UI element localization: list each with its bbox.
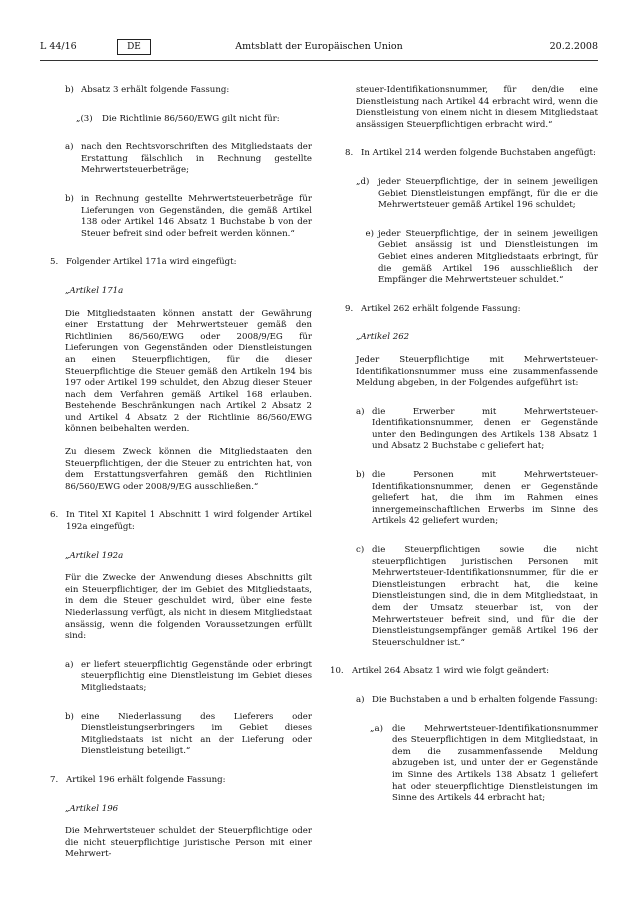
page-reference: L 44/16 [40, 41, 77, 52]
page-header [0, 41, 638, 55]
item-6: 6. In Titel XI Kapitel 1 Abschnitt 1 wird folgender Artikel 192a eingefügt: [50, 510, 312, 533]
header-rule [40, 60, 598, 61]
article-title: „Artikel 196 [65, 803, 119, 814]
para-3-b: b) in Rechnung gestellte Mehrwertsteuerbeträge für Lieferungen von Gegenständen, die gemäß Artikel 138 oder Artikel 146 Absatz 1 Buchstabe b von der Steuer befreit sind oder befreit werden können.“ [65, 193, 312, 239]
item-8-d: „d) jeder Steuerpflichtige, der in seinem jeweiligen Gebiet Dienstleistungen empfängt, für die er die Mehrwertsteuer gemäß Artikel 196 schuldet; [356, 176, 598, 211]
article-262-a: a) die Erwerber mit Mehrwertsteuer-Identifikationsnummer, denen er Gegenstände unter den Bedingungen des Artikels 138 Absatz 1 und Absatz 2 Buchstabe c geliefert hat; [356, 406, 598, 452]
article-262-c: c) die Steuerpflichtigen sowie die nicht steuerpflichtigen juristischen Personen mit Mehrwertsteuer-Identifikationsnummer, für die er Dienstleistungen erbracht hat, die keine Dienstleistungen sind, die in dem Mitgliedstaat, in dem der Umsatz steuerbar ist, von der Mehrwertsteuer befreit sind, und für die der Dienstleistungsempfänger gemäß Artikel 196 der Steuerschuldner ist.“ [356, 545, 598, 648]
item-7: 7. Artikel 196 erhält folgende Fassung: [50, 774, 226, 785]
quote-para-3: „(3) Die Richtlinie 86/560/EWG gilt nicht für: [76, 113, 280, 124]
journal-title: Amtsblatt der Europäischen Union [235, 41, 403, 52]
item-8: 8. In Artikel 214 werden folgende Buchstaben angefügt: [345, 148, 596, 159]
article-title: „Artikel 262 [356, 332, 410, 343]
article-title: „Artikel 171a [65, 285, 124, 296]
article-192a-a: a) er liefert steuerpflichtig Gegenstände oder erbringt steuerpflichtig eine Dienstleistung im Gebiet dieses Mitgliedstaats; [65, 659, 312, 693]
article-192a-b: b) eine Niederlassung des Lieferers oder Dienstleistungserbringers im Gebiet dieses Mitgliedstaats ist nicht an der Lieferung oder Dienstleistung beteiligt.“ [65, 711, 312, 757]
article-196: „Artikel 196 Die Mehrwertsteuer schuldet der Steuerpflichtige oder die nicht steuerpflichtige juristische Person mit einer Mehrwert- [65, 803, 312, 860]
article-262: „Artikel 262 Jeder Steuerpflichtige mit Mehrwertsteuer-Identifikationsnummer muss eine zusammenfassende Meldung abgeben, in der Folgendes aufgeführt ist: a) die Erwerber mit Mehrwertsteuer-Identifikationsnummer, denen er Gegenstände unter den Bedingungen des Artikels 138 Absatz 1 und Absatz 2 Buchstabe c geliefert hat; b) die Personen mit Mehrwertsteuer-Identifikationsnummer, denen er Gegenstände geliefert hat, die ihm im Rahmen eines innergemeinschaftlichen Erwerbs im Sinne des Artikels 42 geliefert wurden; c) die Steuerpflichtigen sowie die nicht steuerpflichtigen juristischen Personen mit Mehrwertsteuer-Identifikationsnummer, für die er Dienstleistungen erbracht hat, die keine Dienstleistungen sind, die in dem Mitgliedstaat, in dem der Umsatz steuerbar ist, von der Mehrwertsteuer befreit sind, und für die der Dienstleistungsempfänger gemäß Artikel 196 der Steuerschuldner ist.“ [356, 332, 598, 648]
article-262-b: b) die Personen mit Mehrwertsteuer-Identifikationsnummer, denen er Gegenstände geliefert hat, die ihm im Rahmen eines innergemeinschaftlichen Erwerbs im Sinne des Artikels 42 geliefert wurden; [356, 470, 598, 527]
left-column [50, 85, 312, 861]
item-9: 9. Artikel 262 erhält folgende Fassung: [345, 303, 521, 314]
item-10-a-quote-a: „a) die Mehrwertsteuer-Identifikationsnummer des Steuerpflichtigen in dem Mitgliedstaat, in dem die zusammenfassende Meldung abzugeben ist, und unter der er Gegenstände im Sinne des Artikels 138 Absatz 1 geliefert hat oder steuerpflichtige Dienstleistungen im Sinne des Artikels 44 erbracht hat; [370, 723, 598, 804]
item-5: 5. Folgender Artikel 171a wird eingefügt: [50, 257, 237, 268]
right-column [330, 85, 598, 805]
publication-date: 20.2.2008 [549, 41, 598, 52]
item-10-a: a) Die Buchstaben a und b erhalten folgende Fassung: [356, 694, 598, 705]
continuation: steuer-Identifikationsnummer, für den/die eine Dienstleistung nach Artikel 44 erbracht wird, wenn die Dienstleistung von einem nicht in diesem Mitgliedstaat ansässigen Steuerpflichtigen erbracht wird.“ [356, 85, 598, 130]
article-title: „Artikel 192a [65, 550, 124, 561]
article-192a: „Artikel 192a Für die Zwecke der Anwendung dieses Abschnitts gilt ein Steuerpflichtiger, der im Gebiet des Mitgliedstaats, in dem die Steuer geschuldet wird, über eine feste Niederlassung verfügt, als nicht in diesem Mitgliedstaat ansässig, wenn die folgenden Voraussetzungen erfüllt sind: a) er liefert steuerpflichtig Gegenstände oder erbringt steuerpflichtig eine Dienstleistung im Gebiet dieses Mitgliedstaats; b) eine Niederlassung des Lieferers oder Dienstleistungserbringers im Gebiet dieses Mitgliedstaats ist nicht an der Lieferung oder Dienstleistung beteiligt.“ [65, 550, 312, 757]
language-badge: DE [117, 39, 151, 55]
item-10: 10. Artikel 264 Absatz 1 wird wie folgt geändert: [330, 666, 550, 677]
item-b: b) Absatz 3 erhält folgende Fassung: [65, 85, 230, 95]
article-171a: „Artikel 171a Die Mitgliedstaaten können anstatt der Gewährung einer Erstattung der Mehrwertsteuer gemäß den Richtlinien 86/560/EWG oder 2008/9/EG für Lieferungen von Gegenständen oder Dienstleistungen an einen Steuerpflichtigen, für die dieser Steuerpflichtige die Steuer gemäß den Artikeln 194 bis 197 oder Artikel 199 schuldet, den Abzug dieser Steuer nach dem Verfahren gemäß Artikel 168 erlauben. Bestehende Beschränkungen nach Artikel 2 Absatz 2 und Artikel 4 Absatz 2 der Richtlinie 86/560/EWG können beibehalten werden. Zu diesem Zweck können die Mitgliedstaaten den Steuerpflichtigen, der die Steuer zu entrichten hat, von dem Erstattungsverfahren gemäß den Richtlinien 86/560/EWG oder 2008/9/EG ausschließen.“ [65, 285, 312, 492]
item-8-e: e) jeder Steuerpflichtige, der in seinem jeweiligen Gebiet ansässig ist und Dienstleistungen im Gebiet eines anderen Mitgliedstaats erbringt, für die gemäß Artikel 196 ausschließlich der Empfänger die Mehrwertsteuer schuldet.“ [365, 228, 598, 286]
para-3-a: a) nach den Rechtsvorschriften des Mitgliedstaats der Erstattung fälschlich in Rechnung gestellte Mehrwertsteuerbeträge; [65, 142, 312, 176]
